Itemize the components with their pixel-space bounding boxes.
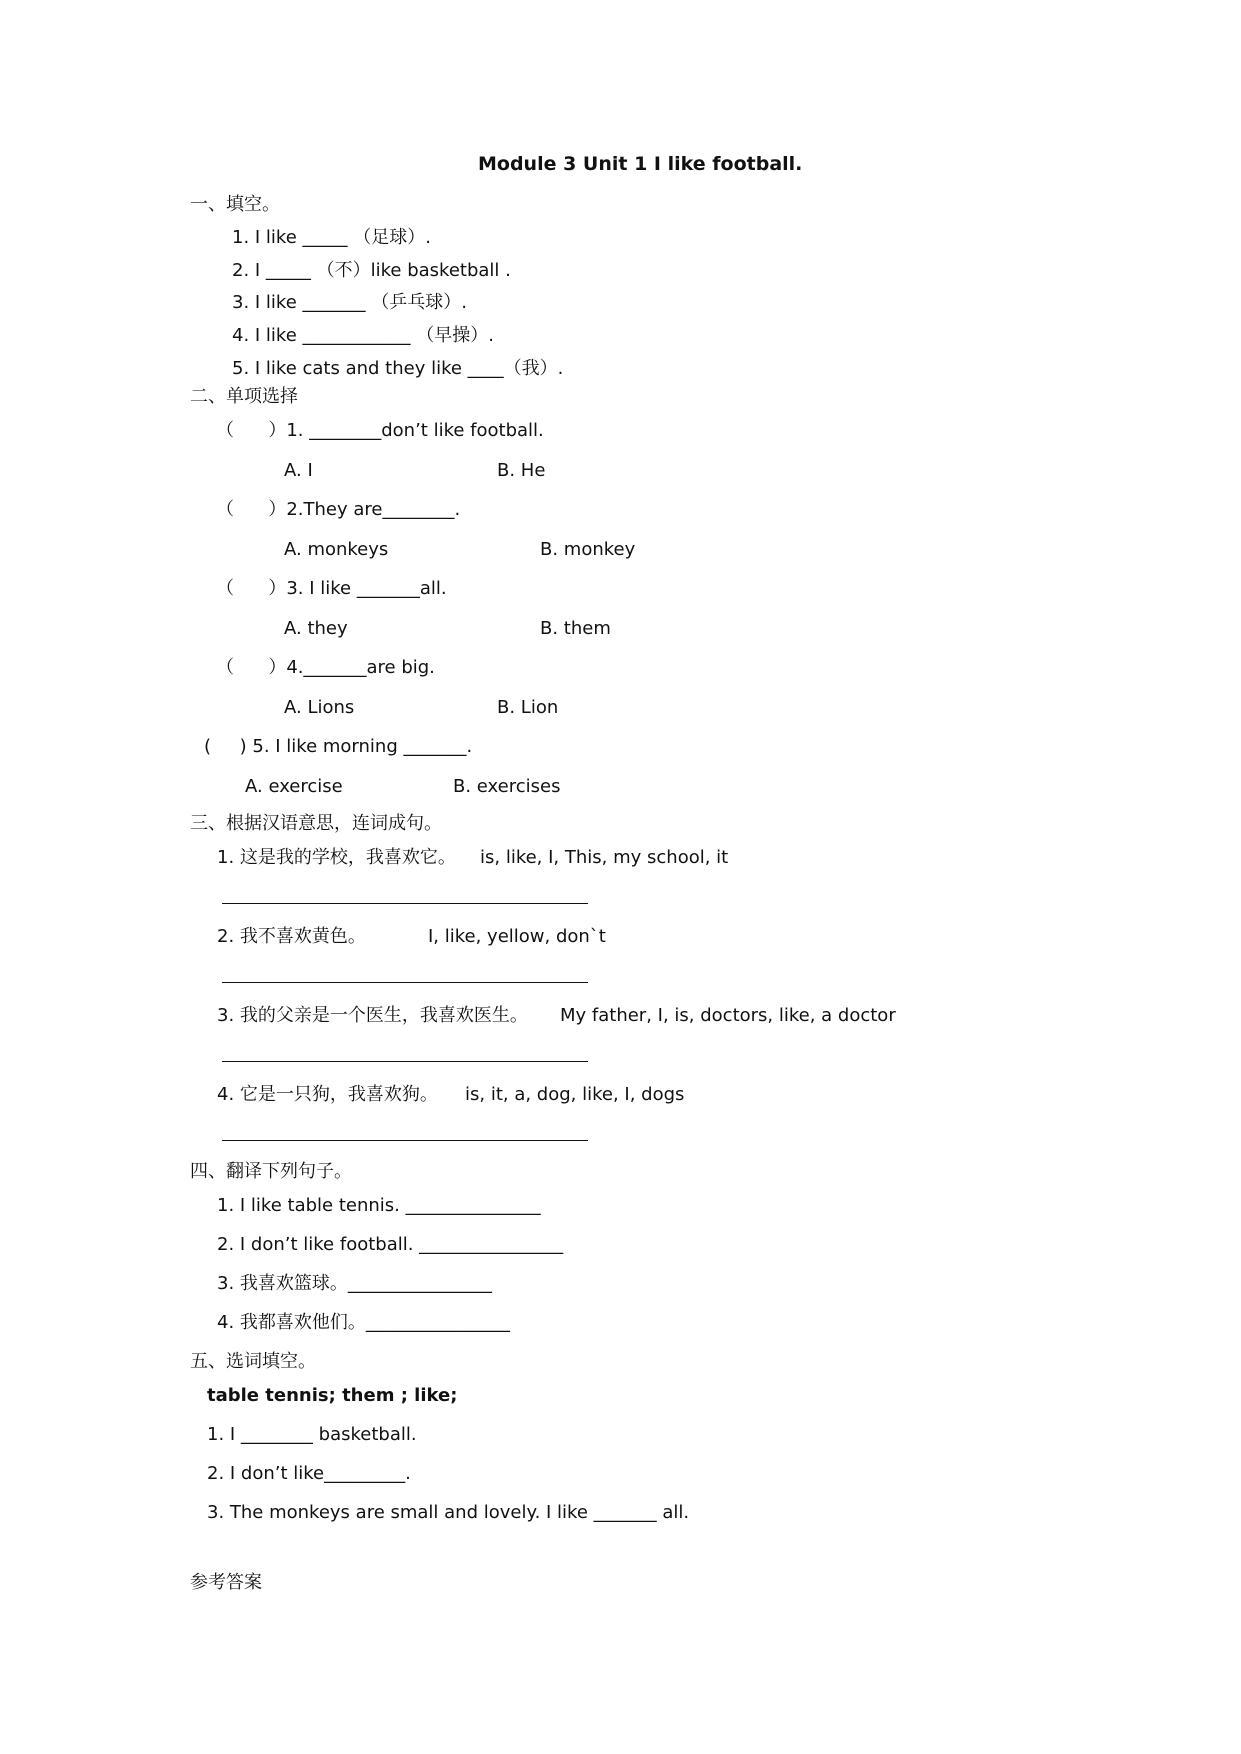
reorder-item-2-words: I, like, yellow, don`t (428, 926, 606, 947)
section-2-heading: 二、单项选择 (190, 386, 298, 407)
translate-item-2: 2. I don’t like football. ________________ (217, 1234, 564, 1255)
section-1-heading: 一、填空。 (190, 194, 280, 215)
translate-item-1: 1. I like table tennis. _______________ (217, 1195, 541, 1216)
choice-item-1-option-b: B. He (497, 460, 546, 481)
word-fill-item-3: 3. The monkeys are small and lovely. I like _______ all. (207, 1502, 690, 1523)
reorder-item-1-words: is, like, I, This, my school, it (480, 847, 729, 868)
fill-blank-item-1: 1. I like _____ （足球）. (232, 227, 431, 248)
fill-blank-item-2: 2. I _____ （不）like basketball . (232, 260, 511, 281)
reorder-item-2-chinese: 2. 我不喜欢黄色。 (217, 926, 366, 947)
choice-item-2-option-a: A. monkeys (284, 539, 389, 560)
choice-item-3-option-b: B. them (540, 618, 611, 639)
choice-item-1-option-a: A. I (284, 460, 313, 481)
fill-blank-item-5: 5. I like cats and they like ____（我）. (232, 358, 564, 379)
reorder-item-3-chinese: 3. 我的父亲是一个医生，我喜欢医生。 (217, 1005, 528, 1026)
choice-item-2-option-b: B. monkey (540, 539, 636, 560)
section-4-heading: 四、翻译下列句子。 (190, 1161, 352, 1182)
section-3-heading: 三、根据汉语意思，连词成句。 (190, 813, 442, 834)
reorder-item-3-words: My father, I, is, doctors, like, a doctor (560, 1005, 896, 1026)
choice-item-1-stem: （ ）1. ________don’t like football. (216, 420, 544, 441)
answer-line (222, 1140, 588, 1141)
choice-item-4-option-a: A. Lions (284, 697, 355, 718)
word-fill-item-1: 1. I ________ basketball. (207, 1424, 417, 1445)
choice-item-4-option-b: B. Lion (497, 697, 559, 718)
fill-blank-item-4: 4. I like ____________ （早操）. (232, 325, 494, 346)
translate-item-3: 3. 我喜欢篮球。________________ (217, 1273, 492, 1294)
choice-item-5-stem: ( ) 5. I like morning _______. (204, 736, 473, 757)
choice-item-3-stem: （ ）3. I like _______all. (216, 578, 447, 599)
answer-line (222, 982, 588, 983)
answer-line (222, 1061, 588, 1062)
word-fill-item-2: 2. I don’t like_________. (207, 1463, 411, 1484)
reorder-item-1-chinese: 1. 这是我的学校，我喜欢它。 (217, 847, 456, 868)
choice-item-2-stem: （ ）2.They are________. (216, 499, 461, 520)
choice-item-3-option-a: A. they (284, 618, 348, 639)
choice-item-4-stem: （ ）4._______are big. (216, 657, 435, 678)
answers-heading: 参考答案 (190, 1572, 262, 1593)
answer-line (222, 903, 588, 904)
fill-blank-item-3: 3. I like _______ （乒乓球）. (232, 292, 467, 313)
section-5-heading: 五、选词填空。 (190, 1351, 316, 1372)
choice-item-5-option-b: B. exercises (453, 776, 561, 797)
page-title: Module 3 Unit 1 I like football. (478, 153, 803, 175)
reorder-item-4-chinese: 4. 它是一只狗，我喜欢狗。 (217, 1084, 438, 1105)
translate-item-4: 4. 我都喜欢他们。________________ (217, 1312, 510, 1333)
word-bank: table tennis; them ; like; (207, 1385, 458, 1406)
choice-item-5-option-a: A. exercise (245, 776, 343, 797)
reorder-item-4-words: is, it, a, dog, like, I, dogs (465, 1084, 685, 1105)
